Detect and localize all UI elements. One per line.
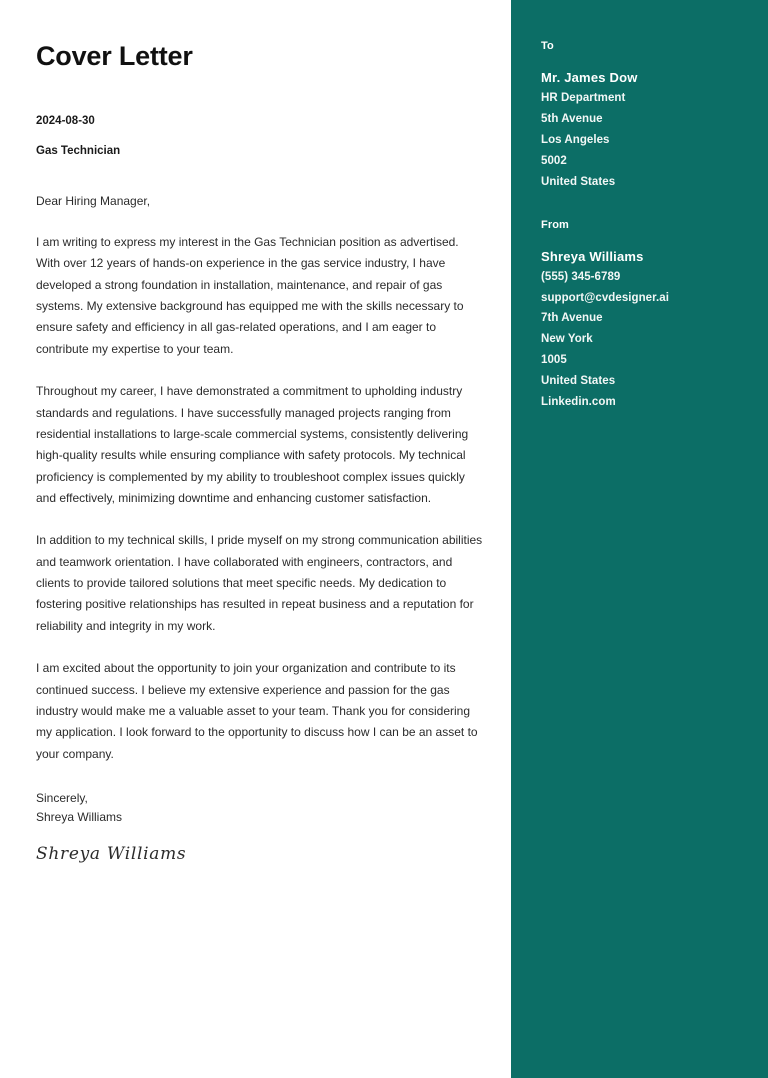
letter-date: 2024-08-30	[36, 114, 95, 127]
letter-paragraph: I am writing to express my interest in the Gas Technician position as advertised. With over 12 years of hands-on experience in the gas service industry, I have developed a strong foundation in installation, maintenance, and repair of gas systems. My extensive background has equipped me with the skills necessary to ensure safety and efficiency in all gas-related operations, and I am eager to contribute my expertise to your team.	[36, 235, 464, 356]
letter-meta	[36, 114, 481, 159]
letter-salutation: Dear Hiring Manager,	[36, 194, 151, 209]
sender-phone: (555) 345-6789	[541, 270, 621, 283]
sender-address-line: 1005	[541, 354, 567, 367]
recipient-address	[541, 88, 748, 193]
sender-heading: From	[541, 218, 569, 231]
recipient-name: Mr. James Dow	[541, 70, 638, 85]
letter-job-title: Gas Technician	[36, 145, 121, 158]
sender-contact-details	[541, 267, 748, 413]
sender-block	[541, 219, 748, 413]
recipient-address-line: HR Department	[541, 92, 626, 104]
letter-paragraph: I am excited about the opportunity to join your organization and contribute to its continued success. I believe my extensive experience and passion for the gas industry would make me a valuable asset to your team. Thank you for considering my application. I look forward to the opportunity to discuss how I can be an asset to your company.	[36, 661, 478, 761]
closing-name: Shreya Williams	[36, 810, 123, 825]
sender-address-line: United States	[541, 375, 616, 388]
sender-address-line: New York	[541, 333, 593, 346]
recipient-address-line: United States	[541, 175, 616, 188]
sender-linkedin[interactable]: Linkedin.com	[541, 396, 616, 409]
recipient-address-line: Los Angeles	[541, 133, 610, 146]
sender-address-line: 7th Avenue	[541, 312, 603, 325]
letter-paragraph: Throughout my career, I have demonstrated a commitment to upholding industry standards and regulations. I have successfully managed projects ranging from residential installations to large-scale commercial systems, consistently delivering high-quality results while ensuring compliance with safety protocols. My technical proficiency is complemented by my ability to troubleshoot complex issues quickly and effectively, minimizing downtime and enhancing customer satisfaction.	[36, 384, 469, 505]
sender-email[interactable]: support@cvdesigner.ai	[541, 291, 669, 304]
recipient-address-line: 5002	[541, 154, 567, 167]
signature: Shreya Williams	[36, 843, 187, 864]
page-title: Cover Letter	[36, 41, 193, 71]
contact-sidebar	[511, 0, 768, 1078]
closing-salutation: Sincerely,	[36, 790, 88, 805]
recipient-address-line: 5th Avenue	[541, 112, 603, 125]
recipient-heading: To	[541, 40, 554, 52]
sender-name: Shreya Williams	[541, 248, 644, 264]
recipient-block	[541, 40, 748, 193]
letter-closing	[36, 789, 481, 828]
letter-paragraph: In addition to my technical skills, I pride myself on my strong communication abilities and teamwork orientation. I have collaborated with engineers, contractors, and clients to provide tailored solutions that meet specific needs. My dedication to fostering positive relationships has resulted in repeat business and a reputation for reliability and integrity in my work.	[36, 533, 483, 633]
